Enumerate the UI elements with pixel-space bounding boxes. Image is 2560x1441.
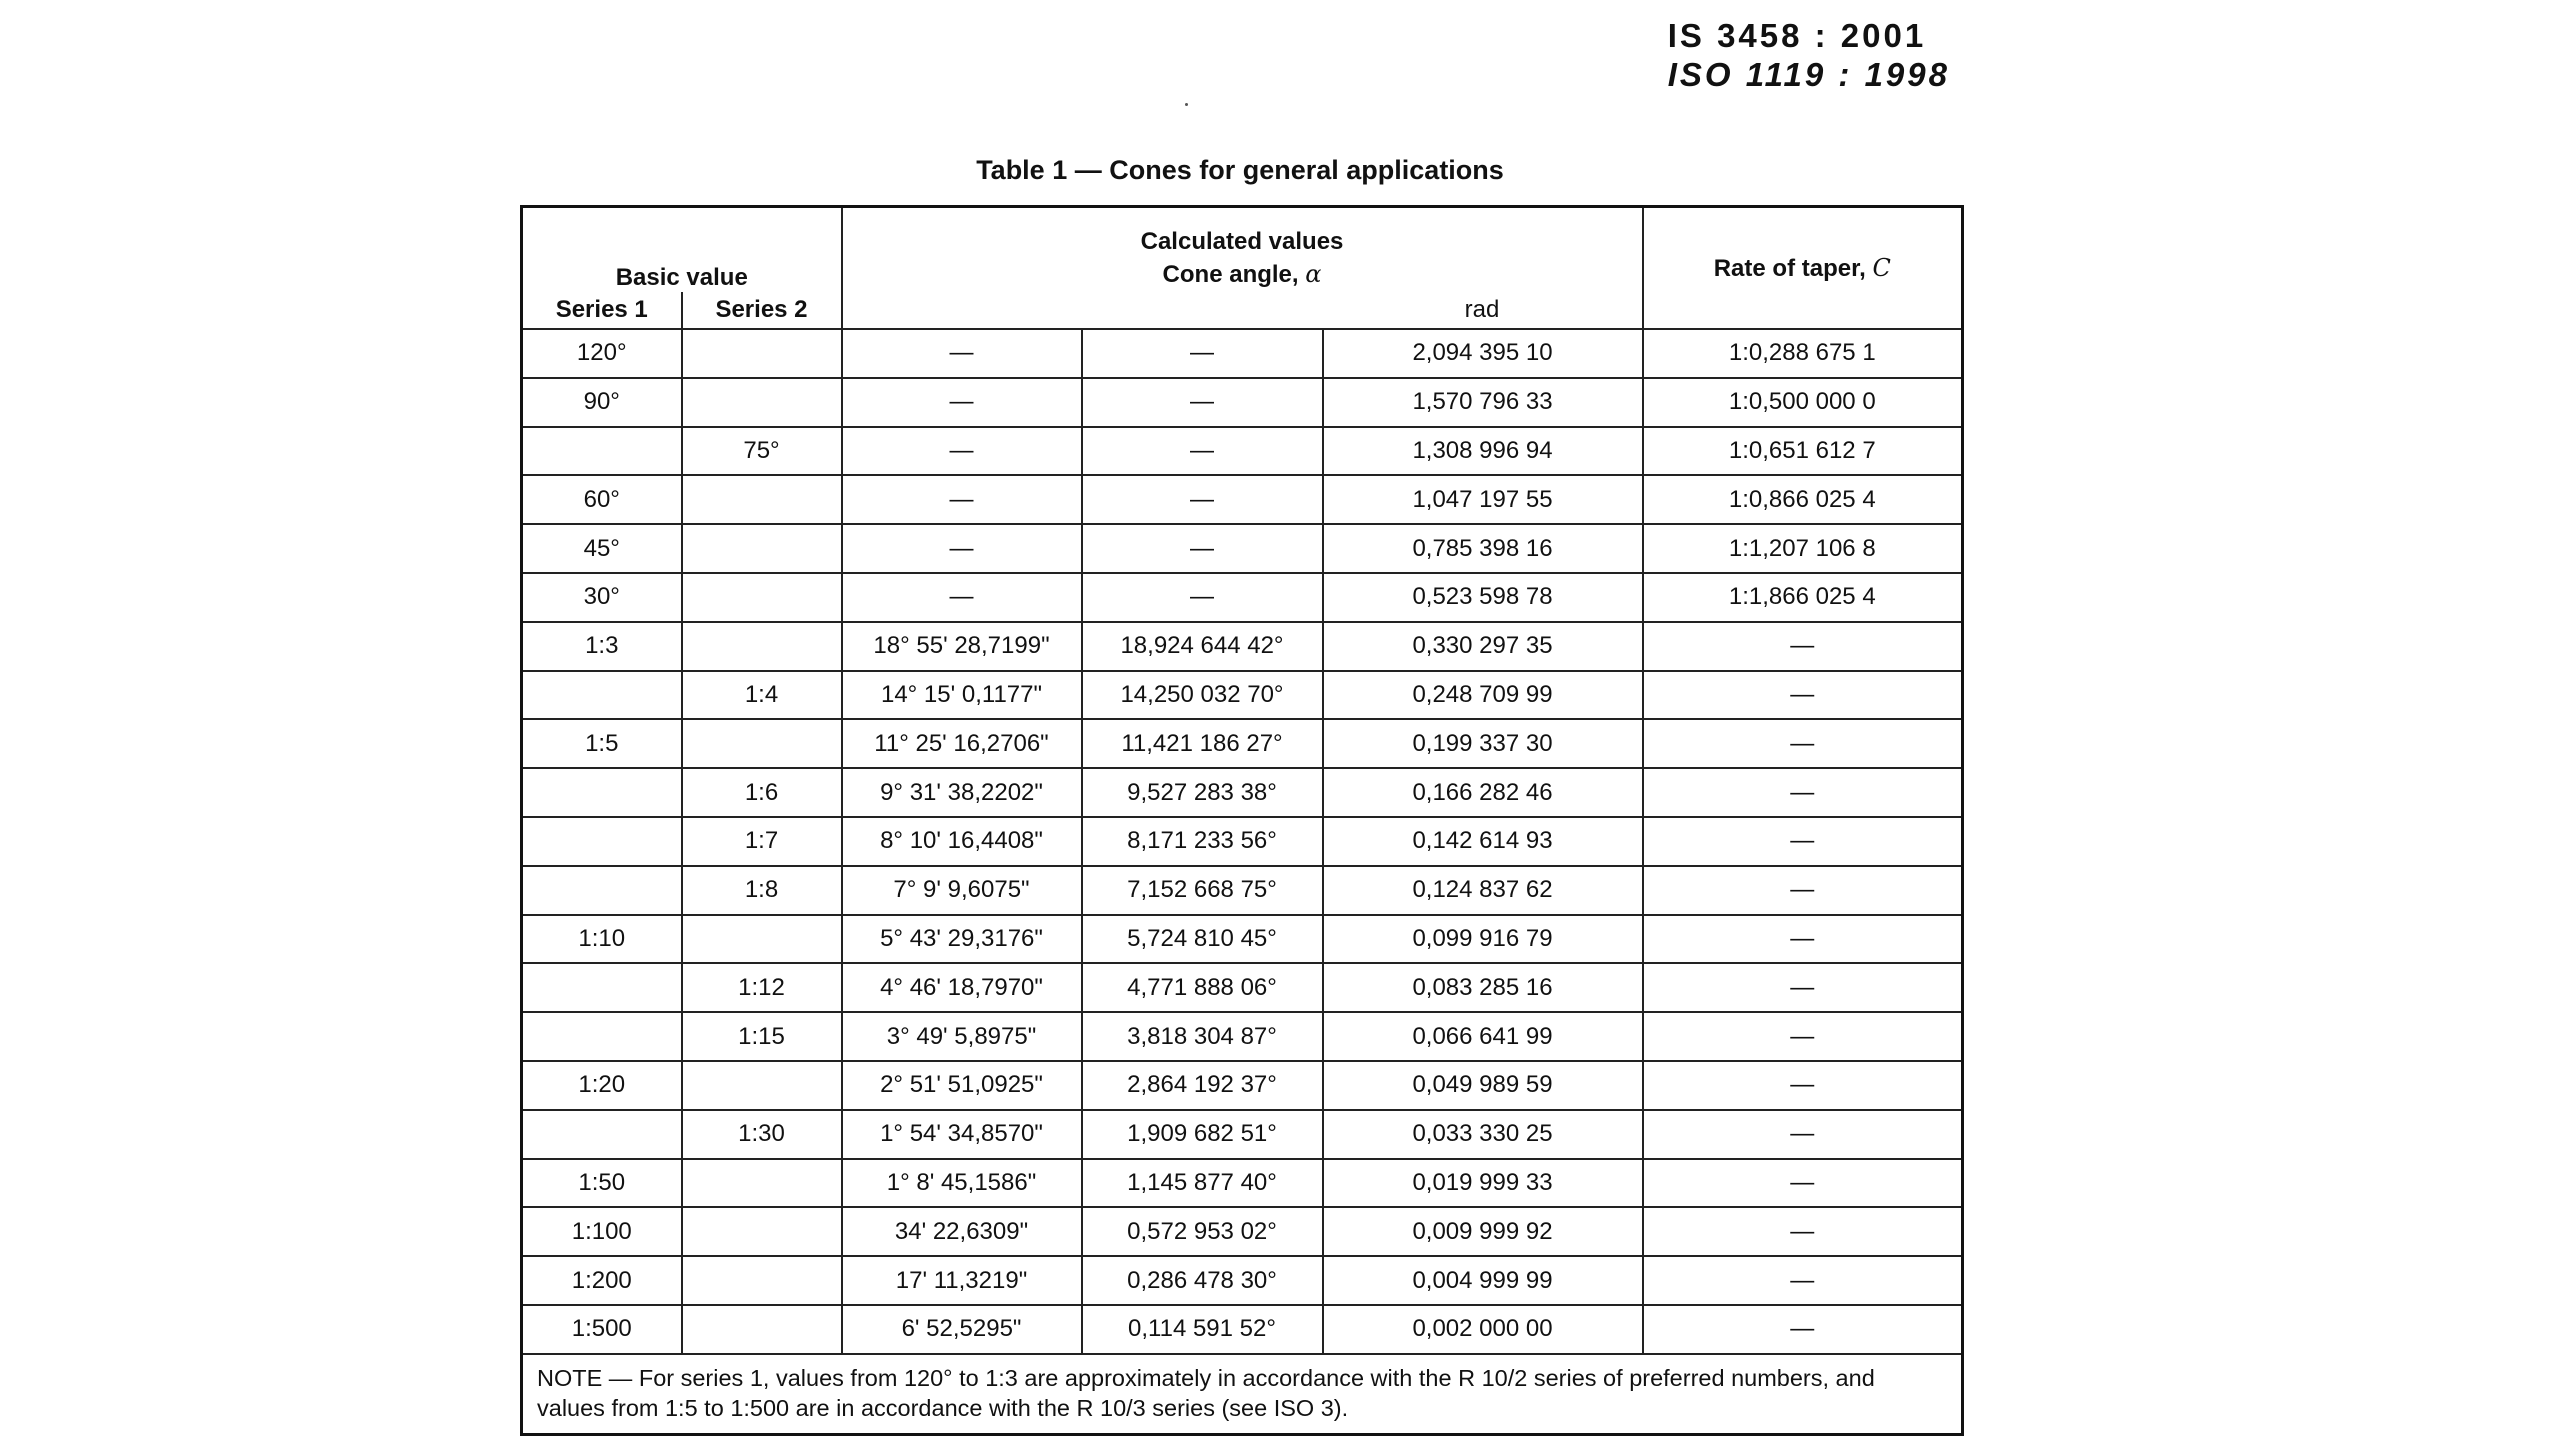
angle-deg-cell: 11,421 186 27° xyxy=(1082,719,1323,768)
angle-rad-cell: 0,019 999 33 xyxy=(1323,1159,1643,1208)
angle-deg-cell: 2,864 192 37° xyxy=(1082,1061,1323,1110)
angle-deg-cell: — xyxy=(1082,378,1323,427)
cone-angle-header xyxy=(842,256,1643,292)
standard-is-number: IS 3458 : 2001 xyxy=(1667,17,1927,54)
table-caption: Table 1 — Cones for general applications xyxy=(976,155,1504,185)
table-row xyxy=(522,1012,1963,1061)
basic-value-header: Basic value xyxy=(522,256,842,292)
table-row xyxy=(522,671,1963,720)
angle-rad-cell: 0,199 337 30 xyxy=(1323,719,1643,768)
series1-header: Series 1 xyxy=(522,292,682,329)
angle-deg-cell: 7,152 668 75° xyxy=(1082,866,1323,915)
angle-rad-cell: 0,166 282 46 xyxy=(1323,768,1643,817)
table-row xyxy=(522,378,1963,427)
series2-cell xyxy=(682,329,842,378)
angle-deg-cell: 0,286 478 30° xyxy=(1082,1256,1323,1305)
standard-iso-number: ISO 1119 : 1998 xyxy=(1667,56,1950,93)
taper-rate-cell: — xyxy=(1643,671,1963,720)
taper-rate-cell: — xyxy=(1643,915,1963,964)
table-row xyxy=(522,622,1963,671)
taper-symbol: C xyxy=(1872,253,1891,282)
series1-cell: 45° xyxy=(522,524,682,573)
angle-dms-cell: — xyxy=(842,573,1082,622)
standard-number-header xyxy=(1668,16,1950,94)
angle-rad-cell: 0,523 598 78 xyxy=(1323,573,1643,622)
series2-cell xyxy=(682,475,842,524)
angle-dms-cell: 14° 15' 0,1177" xyxy=(842,671,1082,720)
alpha-symbol: α xyxy=(1305,259,1322,288)
series1-cell: 1:500 xyxy=(522,1305,682,1354)
series1-cell xyxy=(522,866,682,915)
table-row xyxy=(522,1110,1963,1159)
scan-speck xyxy=(1185,103,1188,106)
angle-rad-cell: 1,047 197 55 xyxy=(1323,475,1643,524)
rate-of-taper-label: Rate of taper, xyxy=(1713,254,1866,282)
series1-cell xyxy=(522,963,682,1012)
cones-table xyxy=(520,205,1964,1436)
angle-rad-cell: 0,330 297 35 xyxy=(1323,622,1643,671)
angle-dms-cell: 3° 49' 5,8975" xyxy=(842,1012,1082,1061)
angle-dms-cell: — xyxy=(842,427,1082,476)
series1-cell xyxy=(522,427,682,476)
series1-cell xyxy=(522,1012,682,1061)
taper-rate-cell: — xyxy=(1643,719,1963,768)
series1-cell: 30° xyxy=(522,573,682,622)
table-row xyxy=(522,866,1963,915)
angle-dms-cell: 4° 46' 18,7970" xyxy=(842,963,1082,1012)
angle-rad-cell: 0,004 999 99 xyxy=(1323,1256,1643,1305)
table-row xyxy=(522,719,1963,768)
series2-cell: 1:7 xyxy=(682,817,842,866)
taper-rate-cell: — xyxy=(1643,1207,1963,1256)
angle-dms-cell: 1° 8' 45,1586" xyxy=(842,1159,1082,1208)
taper-rate-cell: 1:0,651 612 7 xyxy=(1643,427,1963,476)
taper-rate-cell: — xyxy=(1643,1110,1963,1159)
calculated-values-header: Calculated values xyxy=(842,207,1643,257)
series2-cell: 1:15 xyxy=(682,1012,842,1061)
table-row xyxy=(522,817,1963,866)
angle-deg-cell: 0,114 591 52° xyxy=(1082,1305,1323,1354)
rad-header: rad xyxy=(1323,292,1643,329)
table-row xyxy=(522,573,1963,622)
angle-deg-cell: 1,145 877 40° xyxy=(1082,1159,1323,1208)
angle-dms-cell: 2° 51' 51,0925" xyxy=(842,1061,1082,1110)
series1-cell: 1:10 xyxy=(522,915,682,964)
angle-deg-cell: 18,924 644 42° xyxy=(1082,622,1323,671)
series2-cell xyxy=(682,1256,842,1305)
series2-header: Series 2 xyxy=(682,292,842,329)
table-row xyxy=(522,329,1963,378)
angle-dms-cell: — xyxy=(842,475,1082,524)
series2-cell: 1:4 xyxy=(682,671,842,720)
series1-cell xyxy=(522,1110,682,1159)
table-row xyxy=(522,768,1963,817)
taper-rate-cell: — xyxy=(1643,1305,1963,1354)
series2-cell xyxy=(682,573,842,622)
angle-dms-cell: 9° 31' 38,2202" xyxy=(842,768,1082,817)
taper-rate-cell: — xyxy=(1643,622,1963,671)
angle-dms-cell: 7° 9' 9,6075" xyxy=(842,866,1082,915)
table-row xyxy=(522,1061,1963,1110)
angle-rad-cell: 0,785 398 16 xyxy=(1323,524,1643,573)
angle-dms-cell: — xyxy=(842,329,1082,378)
rate-of-taper-header xyxy=(1643,207,1963,330)
angle-deg-cell: 0,572 953 02° xyxy=(1082,1207,1323,1256)
angle-rad-cell: 2,094 395 10 xyxy=(1323,329,1643,378)
angle-blank-header xyxy=(842,292,1323,329)
angle-dms-cell: — xyxy=(842,524,1082,573)
series2-cell xyxy=(682,1207,842,1256)
taper-rate-cell: — xyxy=(1643,963,1963,1012)
table-body xyxy=(522,329,1963,1354)
series1-cell: 1:5 xyxy=(522,719,682,768)
angle-deg-cell: 3,818 304 87° xyxy=(1082,1012,1323,1061)
series1-cell xyxy=(522,768,682,817)
series1-cell: 1:3 xyxy=(522,622,682,671)
series2-cell xyxy=(682,1061,842,1110)
taper-rate-cell: — xyxy=(1643,768,1963,817)
table-note: NOTE — For series 1, values from 120° to 1:3 are approximately in accordance with the R 10/2 series of preferred numbers, and values from 1:5 to 1:500 are in accordance with the R 10/3 series (see ISO 3). xyxy=(522,1354,1963,1435)
series1-cell xyxy=(522,671,682,720)
taper-rate-cell: — xyxy=(1643,817,1963,866)
angle-dms-cell: 8° 10' 16,4408" xyxy=(842,817,1082,866)
table-row xyxy=(522,475,1963,524)
series2-cell xyxy=(682,378,842,427)
angle-rad-cell: 0,009 999 92 xyxy=(1323,1207,1643,1256)
angle-dms-cell: — xyxy=(842,378,1082,427)
angle-dms-cell: 6' 52,5295" xyxy=(842,1305,1082,1354)
series1-cell: 60° xyxy=(522,475,682,524)
angle-rad-cell: 0,049 989 59 xyxy=(1323,1061,1643,1110)
series2-cell: 1:6 xyxy=(682,768,842,817)
table-row xyxy=(522,1207,1963,1256)
angle-dms-cell: 5° 43' 29,3176" xyxy=(842,915,1082,964)
taper-rate-cell: 1:0,866 025 4 xyxy=(1643,475,1963,524)
angle-rad-cell: 0,033 330 25 xyxy=(1323,1110,1643,1159)
table-row xyxy=(522,1159,1963,1208)
angle-dms-cell: 18° 55' 28,7199" xyxy=(842,622,1082,671)
series2-cell xyxy=(682,719,842,768)
angle-dms-cell: 1° 54' 34,8570" xyxy=(842,1110,1082,1159)
taper-rate-cell: — xyxy=(1643,1159,1963,1208)
taper-rate-cell: — xyxy=(1643,866,1963,915)
empty-header-cell xyxy=(522,207,842,257)
table-row xyxy=(522,915,1963,964)
series2-cell xyxy=(682,915,842,964)
series1-cell: 120° xyxy=(522,329,682,378)
taper-rate-cell: 1:0,500 000 0 xyxy=(1643,378,1963,427)
series2-cell: 75° xyxy=(682,427,842,476)
angle-rad-cell: 0,002 000 00 xyxy=(1323,1305,1643,1354)
angle-deg-cell: 1,909 682 51° xyxy=(1082,1110,1323,1159)
cone-angle-label: Cone angle, xyxy=(1162,260,1299,288)
angle-deg-cell: 14,250 032 70° xyxy=(1082,671,1323,720)
angle-dms-cell: 34' 22,6309" xyxy=(842,1207,1082,1256)
series1-cell xyxy=(522,817,682,866)
angle-rad-cell: 0,248 709 99 xyxy=(1323,671,1643,720)
angle-rad-cell: 1,570 796 33 xyxy=(1323,378,1643,427)
angle-dms-cell: 17' 11,3219" xyxy=(842,1256,1082,1305)
angle-rad-cell: 0,066 641 99 xyxy=(1323,1012,1643,1061)
series1-cell: 1:20 xyxy=(522,1061,682,1110)
series1-cell: 90° xyxy=(522,378,682,427)
table-row xyxy=(522,963,1963,1012)
series1-cell: 1:200 xyxy=(522,1256,682,1305)
series1-cell: 1:50 xyxy=(522,1159,682,1208)
table-row xyxy=(522,1256,1963,1305)
angle-deg-cell: — xyxy=(1082,329,1323,378)
taper-rate-cell: 1:0,288 675 1 xyxy=(1643,329,1963,378)
angle-rad-cell: 1,308 996 94 xyxy=(1323,427,1643,476)
angle-rad-cell: 0,124 837 62 xyxy=(1323,866,1643,915)
angle-deg-cell: — xyxy=(1082,427,1323,476)
taper-rate-cell: 1:1,207 106 8 xyxy=(1643,524,1963,573)
angle-rad-cell: 0,083 285 16 xyxy=(1323,963,1643,1012)
angle-deg-cell: — xyxy=(1082,524,1323,573)
taper-rate-cell: — xyxy=(1643,1012,1963,1061)
table-row xyxy=(522,524,1963,573)
angle-deg-cell: — xyxy=(1082,573,1323,622)
taper-rate-cell: — xyxy=(1643,1061,1963,1110)
angle-rad-cell: 0,099 916 79 xyxy=(1323,915,1643,964)
series2-cell: 1:12 xyxy=(682,963,842,1012)
angle-deg-cell: 9,527 283 38° xyxy=(1082,768,1323,817)
angle-rad-cell: 0,142 614 93 xyxy=(1323,817,1643,866)
angle-dms-cell: 11° 25' 16,2706" xyxy=(842,719,1082,768)
series1-cell: 1:100 xyxy=(522,1207,682,1256)
table-row xyxy=(522,427,1963,476)
table-row xyxy=(522,1305,1963,1354)
angle-deg-cell: 8,171 233 56° xyxy=(1082,817,1323,866)
series2-cell xyxy=(682,1305,842,1354)
taper-rate-cell: — xyxy=(1643,1256,1963,1305)
series2-cell: 1:8 xyxy=(682,866,842,915)
series2-cell xyxy=(682,524,842,573)
taper-rate-cell: 1:1,866 025 4 xyxy=(1643,573,1963,622)
angle-deg-cell: — xyxy=(1082,475,1323,524)
series2-cell xyxy=(682,1159,842,1208)
angle-deg-cell: 4,771 888 06° xyxy=(1082,963,1323,1012)
series2-cell: 1:30 xyxy=(682,1110,842,1159)
angle-deg-cell: 5,724 810 45° xyxy=(1082,915,1323,964)
series2-cell xyxy=(682,622,842,671)
